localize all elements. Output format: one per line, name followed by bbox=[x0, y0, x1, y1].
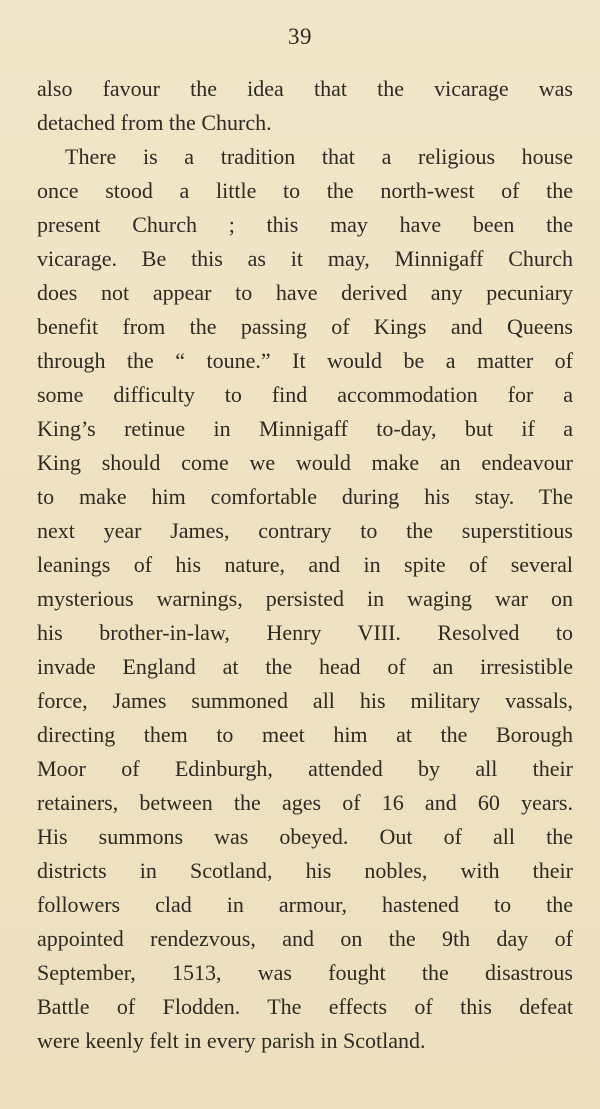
text-line: King should come we would make an endeavour bbox=[37, 450, 573, 475]
text-line: were keenly felt in every parish in Scotland. bbox=[37, 1028, 426, 1053]
text-line: also favour the idea that the vicarage was bbox=[37, 76, 573, 101]
text-line: leanings of his nature, and in spite of several bbox=[37, 552, 573, 577]
text-line: invade England at the head of an irresistible bbox=[37, 654, 573, 679]
text-line: retainers, between the ages of 16 and 60 years. bbox=[37, 790, 573, 815]
text-line: detached from the Church. bbox=[37, 110, 272, 135]
text-line: does not appear to have derived any pecuniary bbox=[37, 280, 573, 305]
text-line: force, James summoned all his military vassals, bbox=[37, 688, 573, 713]
page-number: 39 bbox=[288, 24, 312, 49]
text-line: districts in Scotland, his nobles, with their bbox=[37, 858, 573, 883]
text-line: King’s retinue in Minnigaff to-day, but if a bbox=[37, 416, 573, 441]
text-line: present Church ; this may have been the bbox=[37, 212, 573, 237]
text-line: next year James, contrary to the superstitious bbox=[37, 518, 573, 543]
text-line: vicarage. Be this as it may, Minnigaff Church bbox=[37, 246, 573, 271]
text-line: appointed rendezvous, and on the 9th day of bbox=[37, 926, 573, 951]
text-line: directing them to meet him at the Borough bbox=[37, 722, 573, 747]
text-line: some difficulty to find accommodation for a bbox=[37, 382, 573, 407]
text-line: benefit from the passing of Kings and Queens bbox=[37, 314, 573, 339]
text-line: followers clad in armour, hastened to the bbox=[37, 892, 573, 917]
text-line: to make him comfortable during his stay. The bbox=[37, 484, 573, 509]
text-line: His summons was obeyed. Out of all the bbox=[37, 824, 573, 849]
body-text bbox=[37, 72, 573, 1058]
text-line: mysterious warnings, persisted in waging war on bbox=[37, 586, 573, 611]
text-line: through the “ toune.” It would be a matter of bbox=[37, 348, 573, 373]
text-line: Moor of Edinburgh, attended by all their bbox=[37, 756, 573, 781]
text-line: his brother-in-law, Henry VIII. Resolved to bbox=[37, 620, 573, 645]
text-line: Battle of Flodden. The effects of this defeat bbox=[37, 994, 573, 1019]
text-line: There is a tradition that a religious house bbox=[65, 144, 573, 169]
text-line: September, 1513, was fought the disastrous bbox=[37, 960, 573, 985]
text-line: once stood a little to the north-west of the bbox=[37, 178, 573, 203]
